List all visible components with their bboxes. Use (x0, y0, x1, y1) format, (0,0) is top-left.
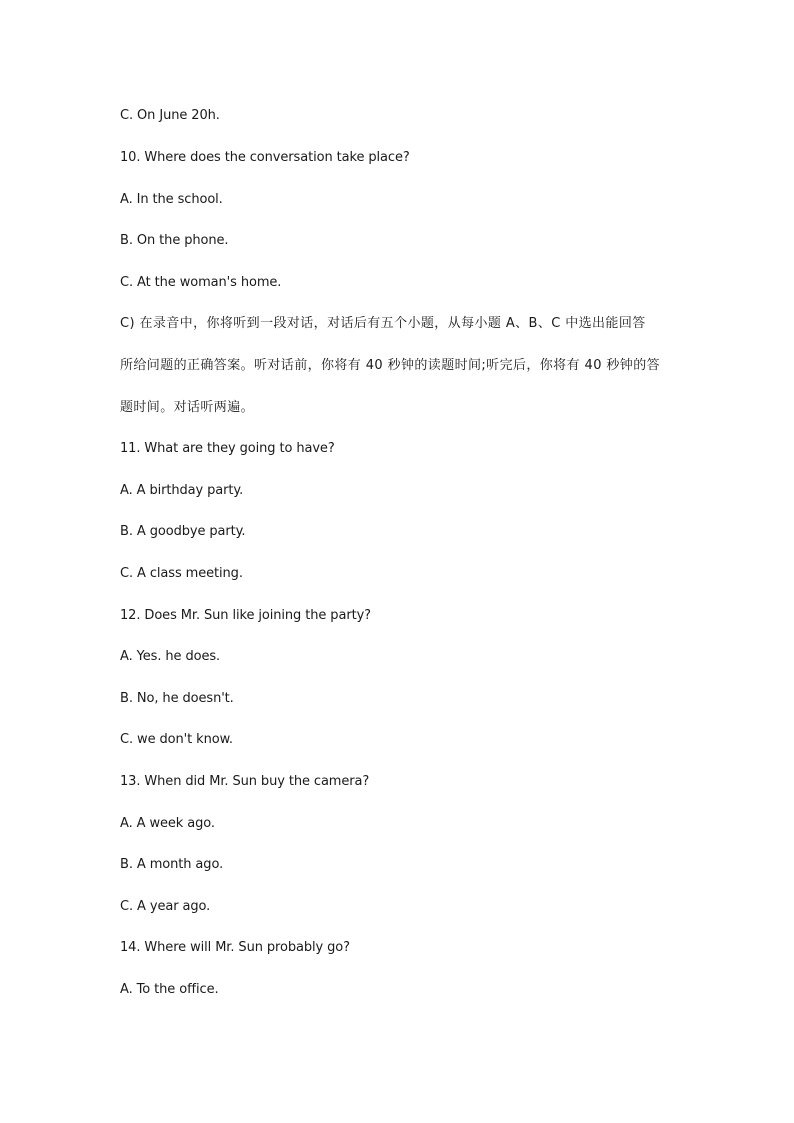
option-12a: A. Yes. he does. (120, 649, 221, 664)
question-13: 13. When did Mr. Sun buy the camera? (120, 774, 370, 789)
question-14: 14. Where will Mr. Sun probably go? (120, 940, 350, 955)
section-c-instructions-line1: C) 在录音中，你将听到一段对话，对话后有五个小题，从每小题 A、B、C 中选出能回答 (120, 316, 646, 331)
option-13b: B. A month ago. (120, 857, 224, 872)
option-11c: C. A class meeting. (120, 566, 243, 581)
option-9c: C. On June 20h. (120, 108, 220, 123)
option-10a: A. In the school. (120, 192, 223, 207)
option-13a: A. A week ago. (120, 816, 215, 831)
option-10c: C. At the woman's home. (120, 275, 282, 290)
option-13c: C. A year ago. (120, 899, 211, 914)
option-12c: C. we don't know. (120, 732, 233, 747)
option-10b: B. On the phone. (120, 233, 229, 248)
question-12: 12. Does Mr. Sun like joining the party? (120, 608, 371, 623)
question-11: 11. What are they going to have? (120, 441, 335, 456)
option-12b: B. No, he doesn't. (120, 691, 234, 706)
option-11b: B. A goodbye party. (120, 524, 246, 539)
section-c-instructions-line3: 题时间。对话听两遍。 (120, 400, 255, 415)
option-14a: A. To the office. (120, 982, 219, 997)
section-c-instructions-line2: 所给问题的正确答案。听对话前，你将有 40 秒钟的读题时间;听完后，你将有 40 秒钟的答 (120, 358, 660, 373)
option-11a: A. A birthday party. (120, 483, 244, 498)
question-10: 10. Where does the conversation take place? (120, 150, 410, 165)
